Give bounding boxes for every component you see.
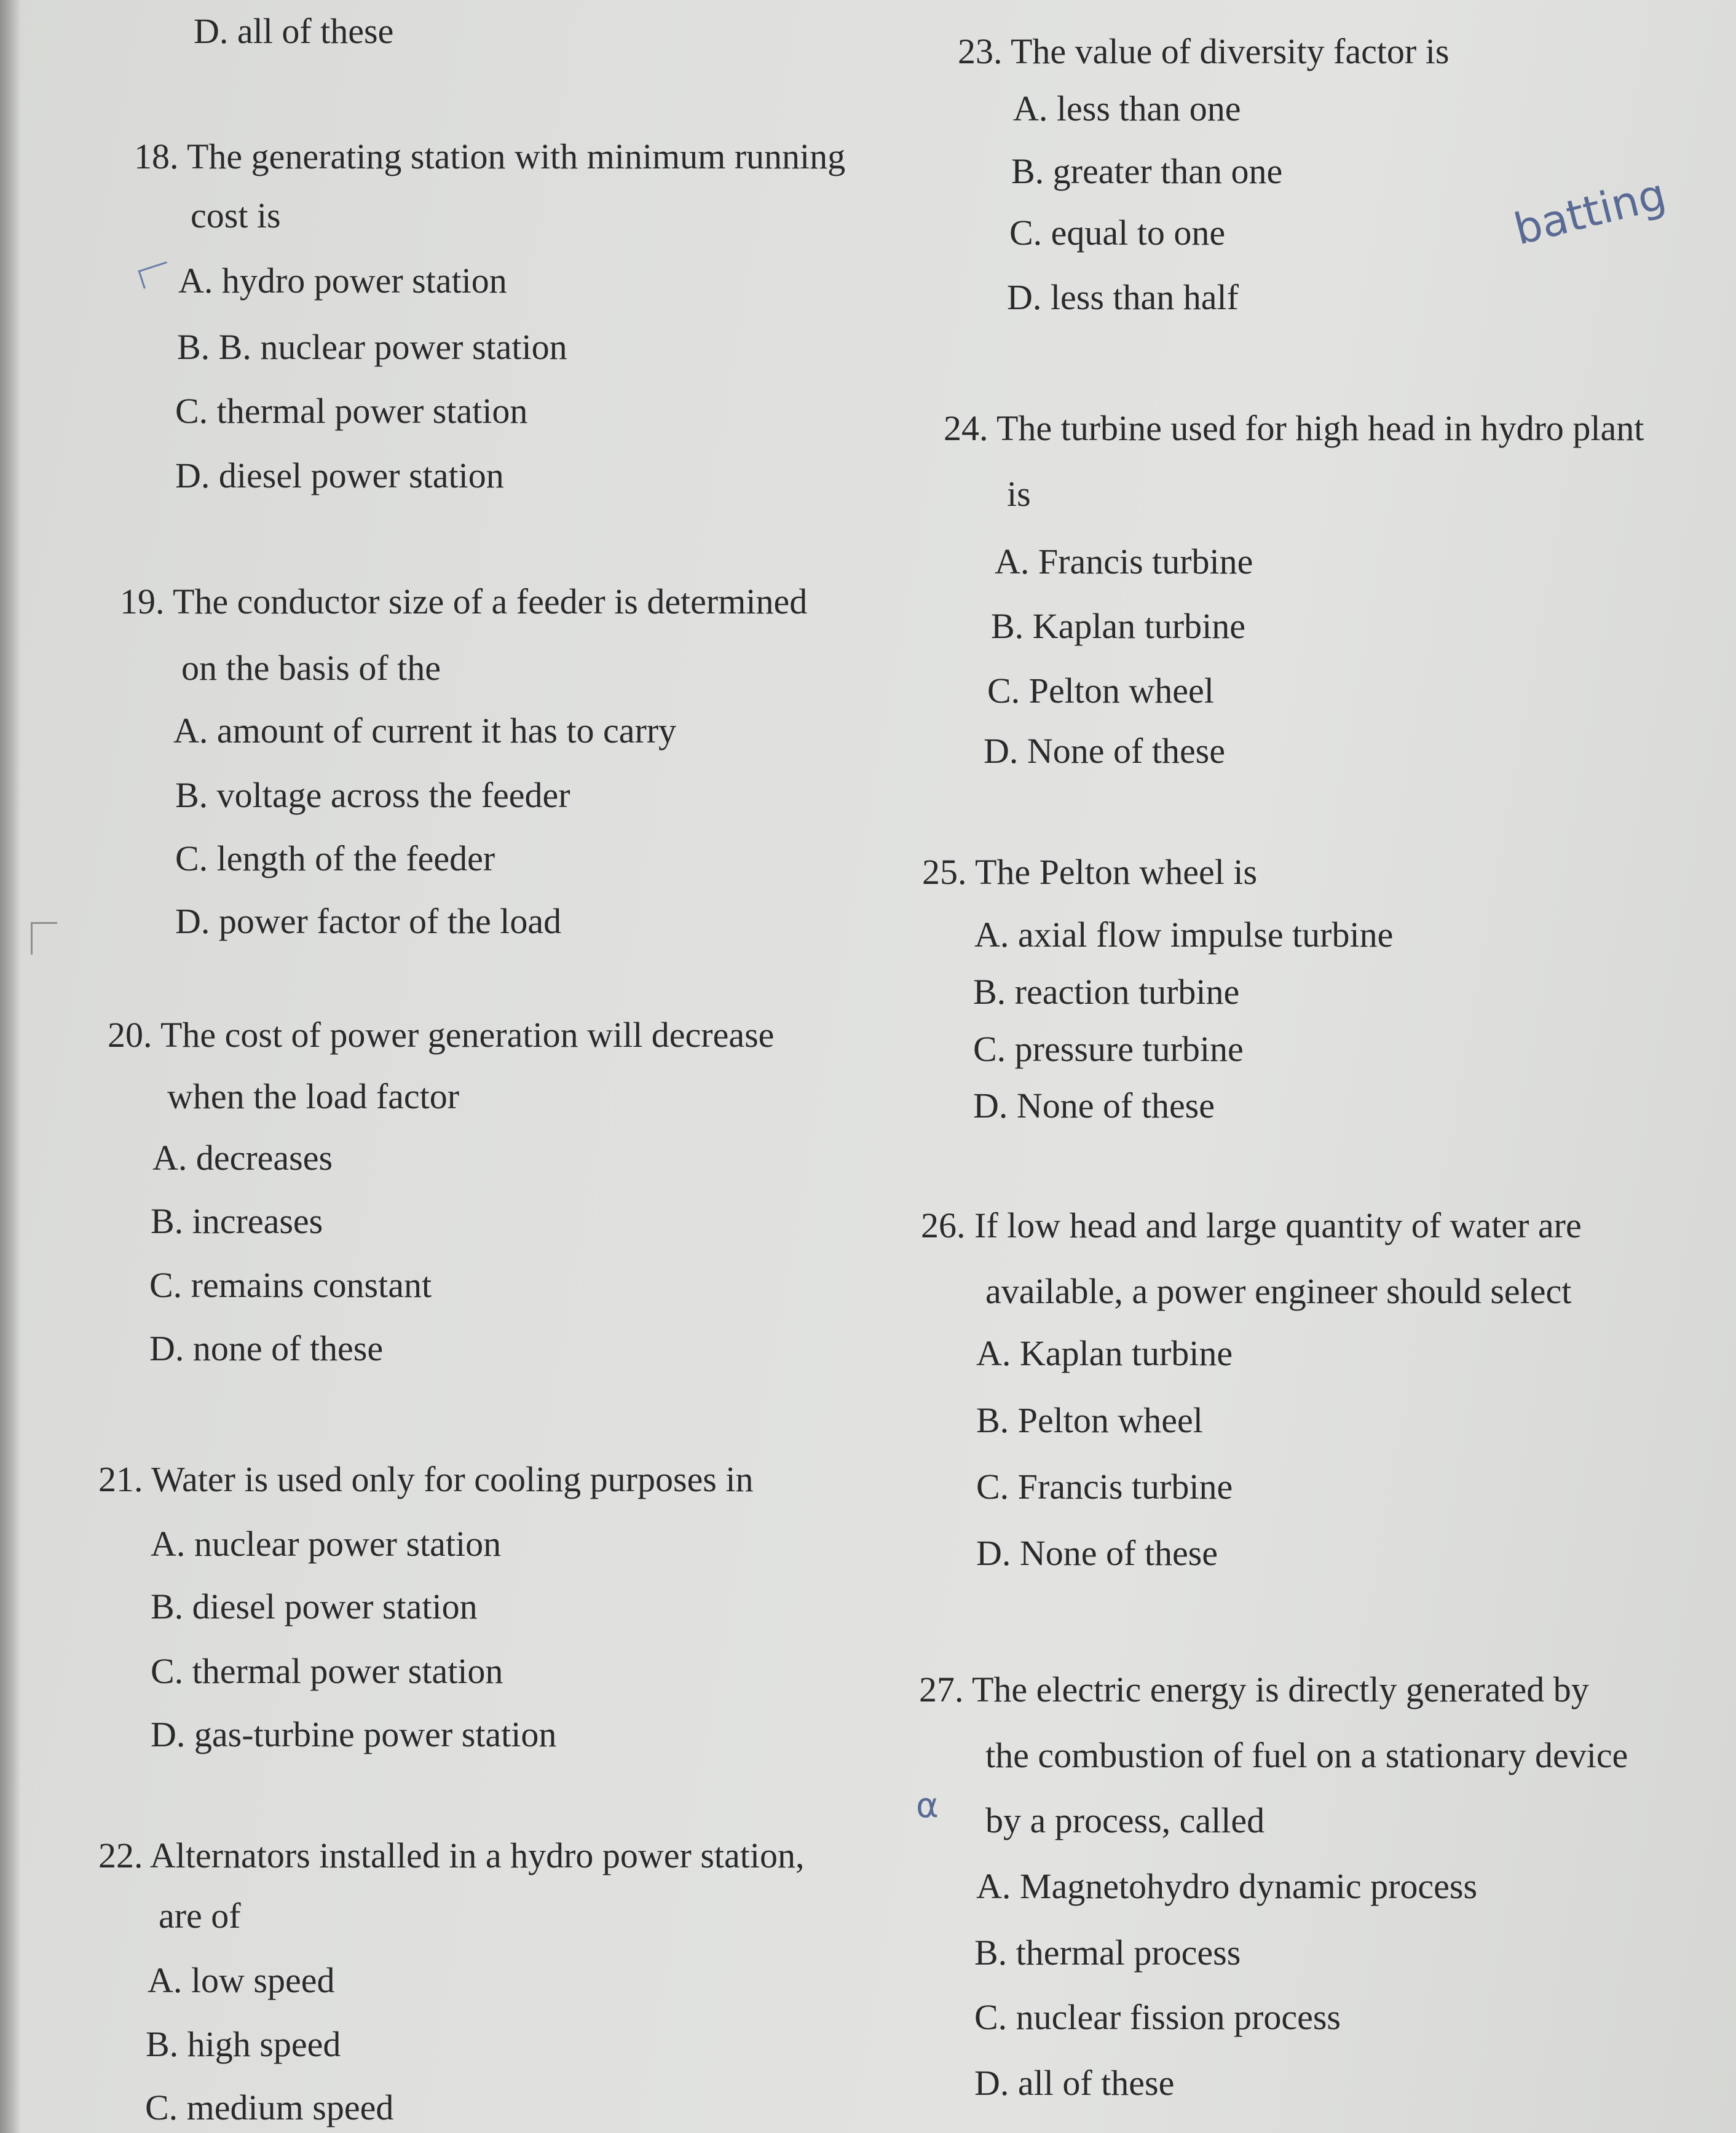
q23-option-b: B. greater than one [1011,151,1283,191]
q27-option-c: C. nuclear fission process [974,1997,1341,2037]
q26-option-b: B. Pelton wheel [976,1400,1203,1440]
q23-option-d: D. less than half [1007,277,1239,317]
q21-option-c: C. thermal power station [151,1651,503,1691]
page-shadow-edge [0,0,21,2133]
q19-text-line2: on the basis of the [181,648,441,688]
q21-option-a: A. nuclear power station [151,1524,502,1564]
q27-option-d: D. all of these [974,2063,1175,2103]
q22-option-b: B. high speed [146,2024,341,2064]
q22-option-c: C. medium speed [145,2088,394,2127]
q20-option-c: C. remains constant [149,1265,432,1305]
q19-option-d: D. power factor of the load [175,901,562,941]
q19-option-b: B. voltage across the feeder [175,775,570,815]
q22-text-line2: are of [159,1896,241,1936]
q19-text-line1: 19. The conductor size of a feeder is determined [120,582,808,621]
q18-text-line1: 18. The generating station with minimum running [134,136,846,176]
q23-text-line1: 23. The value of diversity factor is [958,31,1450,71]
q26-option-c: C. Francis turbine [976,1467,1233,1507]
q26-text-line1: 26. If low head and large quantity of water are [921,1205,1582,1245]
q25-option-b: B. reaction turbine [973,972,1240,1012]
q27-option-b: B. thermal process [974,1933,1241,1973]
q21-text-line1: 21. Water is used only for cooling purposes in [98,1459,754,1499]
q27-text-line2: the combustion of fuel on a stationary device [985,1735,1628,1775]
q24-option-c: C. Pelton wheel [987,671,1214,711]
q26-option-a: A. Kaplan turbine [976,1333,1233,1373]
q24-option-a: A. Francis turbine [995,542,1253,582]
q20-option-b: B. increases [151,1201,323,1241]
q24-text-line1: 24. The turbine used for high head in hydro plant [944,408,1644,448]
q27-text-line3: by a process, called [985,1800,1265,1840]
handwritten-alpha-mark: α [916,1786,939,1826]
q24-option-b: B. Kaplan turbine [991,606,1245,646]
margin-mark-left-1 [31,922,57,955]
q18-option-b: B. B. nuclear power station [177,327,567,367]
q19-option-a: A. amount of current it has to carry [173,711,677,751]
q24-option-d: D. None of these [984,731,1226,771]
q20-text-line2: when the load factor [167,1076,460,1116]
q26-option-d: D. None of these [976,1533,1218,1573]
q20-option-d: D. none of these [149,1328,384,1368]
q25-option-d: D. None of these [973,1086,1215,1126]
q18-text-line2: cost is [191,195,281,235]
q24-text-line2: is [1007,474,1031,514]
q27-text-line1: 27. The electric energy is directly generated by [919,1670,1589,1709]
q22-option-a: A. low speed [148,1960,335,2000]
q22-text-line1: 22. Alternators installed in a hydro power station, [98,1835,805,1875]
q21-option-b: B. diesel power station [151,1587,478,1626]
handwritten-margin-note: batting [1509,168,1671,255]
q23-option-a: A. less than one [1013,89,1241,128]
q23-option-c: C. equal to one [1009,213,1226,253]
q27-option-a: A. Magnetohydro dynamic process [976,1866,1478,1906]
q26-text-line2: available, a power engineer should select [985,1271,1572,1311]
q21-option-d: D. gas-turbine power station [151,1714,557,1754]
q18-option-d: D. diesel power station [175,455,504,495]
handwritten-tick-q18 [138,261,172,289]
q20-text-line1: 20. The cost of power generation will decrease [108,1015,775,1055]
q25-option-c: C. pressure turbine [973,1029,1244,1069]
q17-option-d: D. all of these [194,11,394,51]
q25-option-a: A. axial flow impulse turbine [974,915,1394,955]
q19-option-c: C. length of the feeder [175,838,495,878]
q25-text-line1: 25. The Pelton wheel is [922,852,1258,892]
q18-option-c: C. thermal power station [175,391,528,431]
q18-option-a: A. hydro power station [178,261,507,301]
q20-option-a: A. decreases [152,1138,333,1178]
